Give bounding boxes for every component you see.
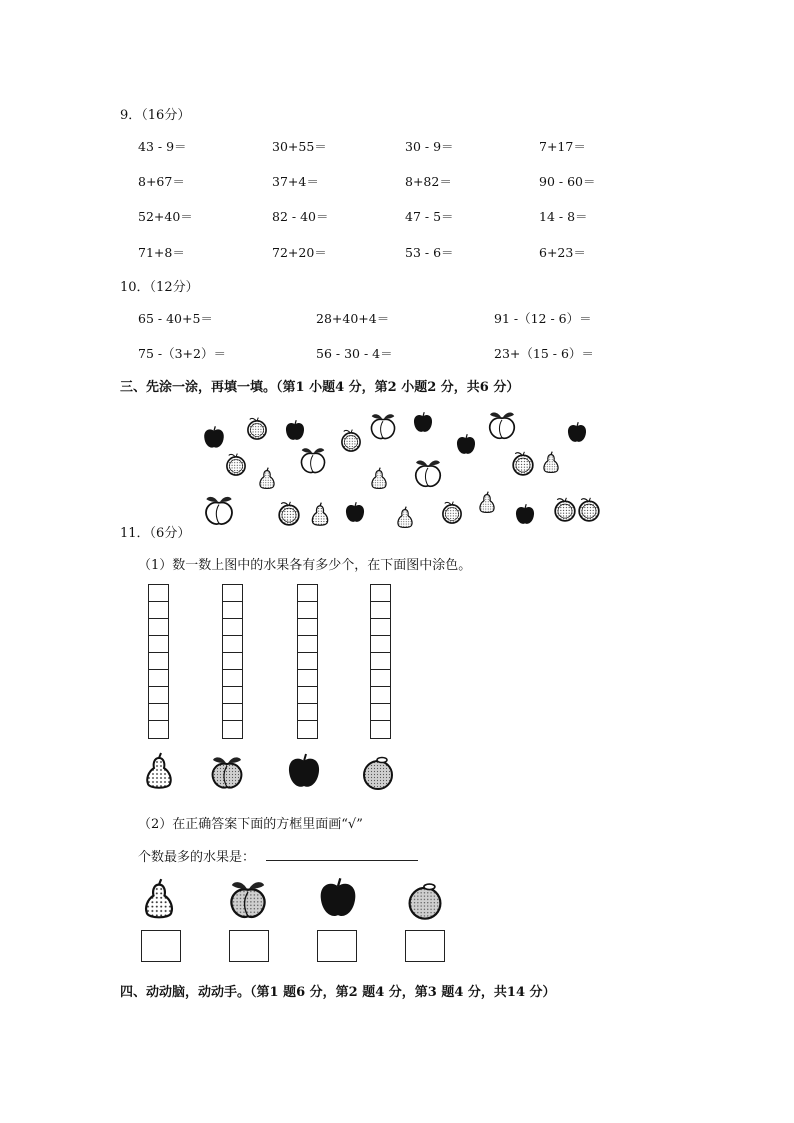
q9-equation: 52+40＝ bbox=[138, 209, 193, 224]
pear-icon bbox=[260, 468, 274, 489]
section-4-title: 四、动动脑，动动手。（第1 题6 分，第2 题4 分，第3 题4 分，共14 分） bbox=[120, 985, 556, 1000]
q9-equation: 47 - 5＝ bbox=[405, 209, 454, 224]
pear-icon bbox=[480, 492, 494, 513]
apple-icon bbox=[204, 426, 224, 447]
q9-equation: 8+82＝ bbox=[405, 174, 452, 189]
pear-icon bbox=[139, 752, 179, 792]
apple-answer-box[interactable] bbox=[317, 930, 357, 962]
pear-icon bbox=[137, 878, 181, 922]
peach-count-column[interactable] bbox=[222, 584, 243, 739]
q11-title: 11．（6分） bbox=[120, 526, 191, 541]
apple-count-column[interactable] bbox=[297, 584, 318, 739]
q9-equation: 90 - 60＝ bbox=[539, 174, 596, 189]
orange-answer-box[interactable] bbox=[405, 930, 445, 962]
pear-icon bbox=[544, 452, 558, 473]
apple-icon bbox=[457, 434, 475, 454]
q11-part1-instruction: （1）数一数上图中的水果各有多少个，在下面图中涂色。 bbox=[138, 558, 472, 573]
apple-icon bbox=[346, 502, 364, 522]
orange-icon bbox=[227, 454, 245, 475]
apple-icon bbox=[284, 752, 324, 792]
pear-icon bbox=[372, 468, 386, 489]
orange-icon bbox=[400, 878, 450, 922]
apple-icon bbox=[312, 876, 364, 922]
orange-icon bbox=[358, 752, 398, 792]
q9-equation: 8+67＝ bbox=[138, 174, 185, 189]
q9-equation: 71+8＝ bbox=[138, 245, 185, 260]
apple-icon bbox=[414, 412, 432, 432]
fruit-scatter-picture bbox=[195, 405, 615, 535]
pear-icon bbox=[312, 503, 327, 526]
q10-equation: 91 -（12 - 6）＝ bbox=[494, 311, 592, 326]
orange-count-column[interactable] bbox=[370, 584, 391, 739]
q9-equation: 72+20＝ bbox=[272, 245, 327, 260]
pear-count-column[interactable] bbox=[148, 584, 169, 739]
orange-icon bbox=[579, 498, 599, 521]
q9-equation: 53 - 6＝ bbox=[405, 245, 454, 260]
q10-equation: 56 - 30 - 4＝ bbox=[316, 346, 393, 361]
peach-icon bbox=[207, 752, 247, 792]
q9-equation: 7+17＝ bbox=[539, 139, 586, 154]
q9-equation: 82 - 40＝ bbox=[272, 209, 329, 224]
q11-answer-prompt: 个数最多的水果是： bbox=[138, 850, 256, 865]
q9-equation: 37+4＝ bbox=[272, 174, 319, 189]
peach-icon bbox=[490, 413, 514, 439]
q9-title: 9．（16分） bbox=[120, 108, 191, 123]
apple-icon bbox=[516, 504, 534, 524]
orange-icon bbox=[342, 430, 360, 451]
q10-title: 10．（12分） bbox=[120, 280, 199, 295]
q9-equation: 6+23＝ bbox=[539, 245, 586, 260]
peach-icon bbox=[206, 497, 232, 524]
q10-equation: 28+40+4＝ bbox=[316, 311, 390, 326]
peach-icon bbox=[220, 876, 276, 922]
q9-equation: 43 - 9＝ bbox=[138, 139, 187, 154]
peach-icon bbox=[301, 448, 324, 472]
q10-equation: 23+（15 - 6）＝ bbox=[494, 346, 594, 361]
orange-icon bbox=[279, 502, 299, 525]
orange-icon bbox=[248, 418, 266, 439]
q10-equation: 65 - 40+5＝ bbox=[138, 311, 213, 326]
peach-icon bbox=[371, 414, 394, 438]
pear-icon bbox=[398, 507, 412, 528]
q9-equation: 30 - 9＝ bbox=[405, 139, 454, 154]
section-3-title: 三、先涂一涂，再填一填。（第1 小题4 分，第2 小题2 分，共6 分） bbox=[120, 380, 520, 395]
orange-icon bbox=[513, 452, 533, 475]
apple-icon bbox=[286, 420, 304, 440]
answer-blank-line[interactable] bbox=[266, 860, 418, 861]
orange-icon bbox=[555, 498, 575, 521]
peach-icon bbox=[416, 461, 440, 487]
peach-answer-box[interactable] bbox=[229, 930, 269, 962]
pear-answer-box[interactable] bbox=[141, 930, 181, 962]
apple-icon bbox=[568, 422, 586, 442]
orange-icon bbox=[443, 502, 461, 523]
q9-equation: 14 - 8＝ bbox=[539, 209, 588, 224]
q11-part2-instruction: （2）在正确答案下面的方框里面画“√” bbox=[138, 817, 363, 832]
q10-equation: 75 -（3+2）＝ bbox=[138, 346, 226, 361]
q9-equation: 30+55＝ bbox=[272, 139, 327, 154]
